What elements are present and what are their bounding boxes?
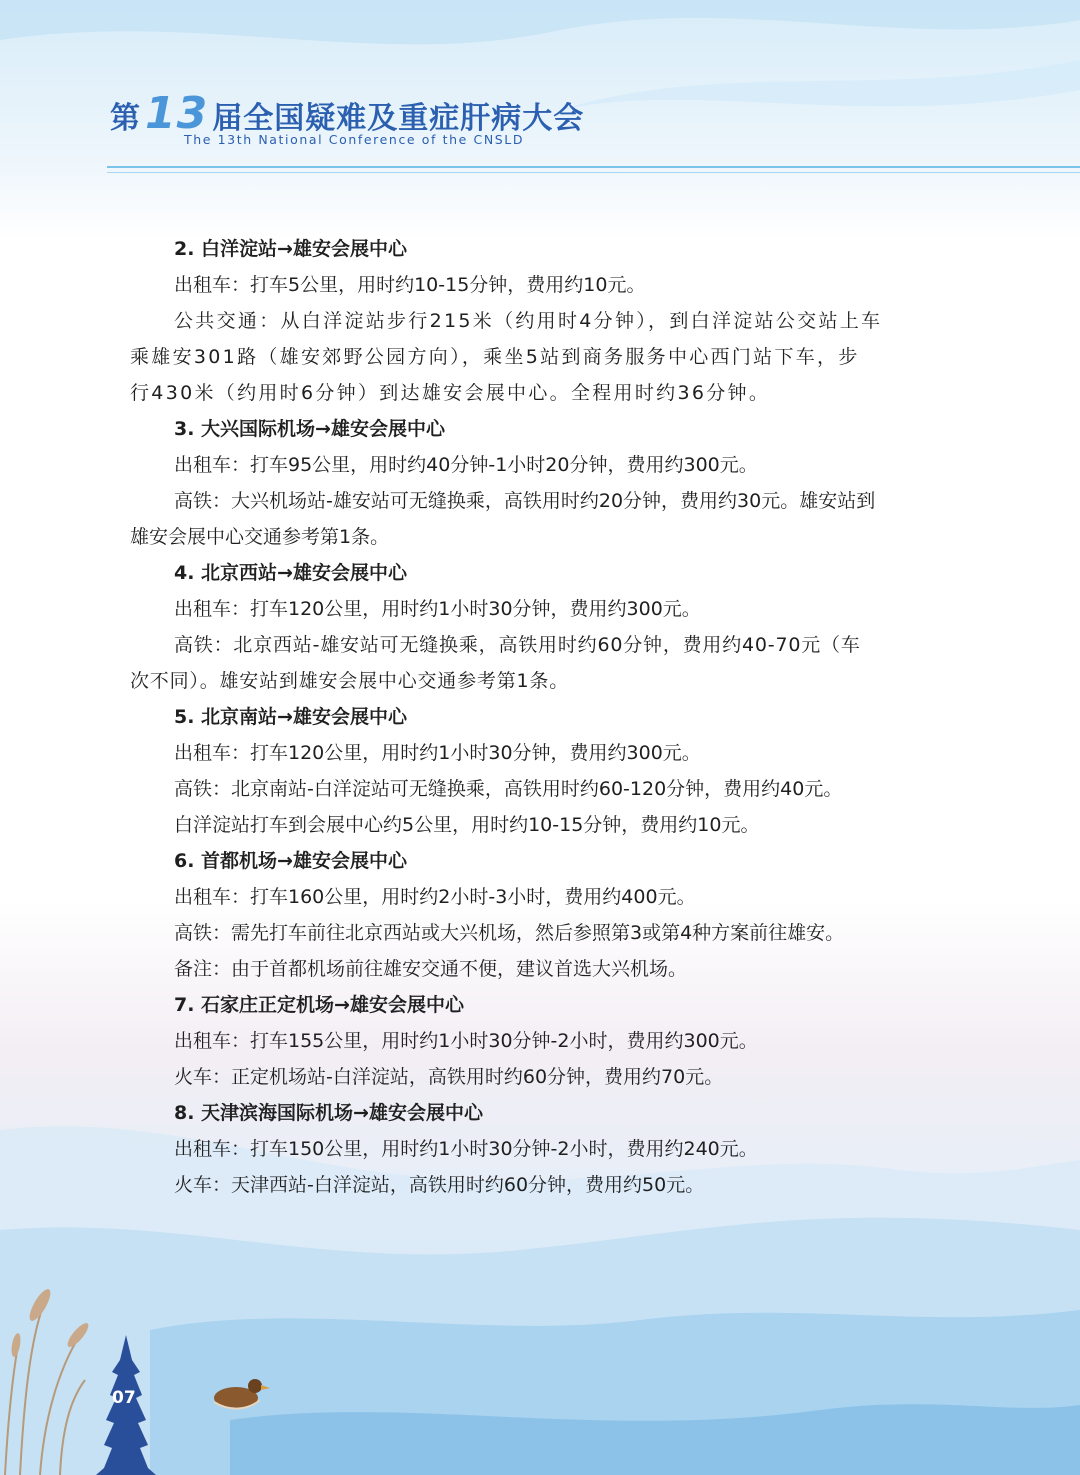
section-heading: 7. 石家庄正定机场→雄安会展中心 — [174, 994, 464, 1016]
info-line: 出租车：打车120公里，用时约1小时30分钟，费用约300元。 — [174, 598, 701, 620]
info-line: 出租车：打车160公里，用时约2小时-3小时，费用约400元。 — [174, 886, 696, 908]
conference-header — [110, 88, 584, 147]
title-prefix: 第 — [110, 101, 141, 136]
section-heading: 6. 首都机场→雄安会展中心 — [174, 850, 407, 872]
top-wave — [0, 0, 1080, 44]
section-heading: 4. 北京西站→雄安会展中心 — [174, 562, 407, 584]
section-heading: 5. 北京南站→雄安会展中心 — [174, 706, 407, 728]
page-number: 07 — [112, 1388, 136, 1408]
info-line: 高铁：北京西站-雄安站可无缝换乘，高铁用时约60分钟，费用约40-70元（车 — [174, 634, 861, 656]
info-line: 公共交通：从白洋淀站步行215米（约用时4分钟），到白洋淀站公交站上车 — [174, 310, 883, 332]
header-divider — [107, 166, 1080, 168]
section-heading: 8. 天津滨海国际机场→雄安会展中心 — [174, 1102, 483, 1124]
info-line: 火车：天津西站-白洋淀站，高铁用时约60分钟，费用约50元。 — [174, 1174, 705, 1196]
info-line: 次不同）。雄安站到雄安会展中心交通参考第1条。 — [130, 670, 569, 692]
info-line: 高铁：需先打车前往北京西站或大兴机场，然后参照第3或第4种方案前往雄安。 — [174, 922, 845, 944]
info-line: 出租车：打车5公里，用时约10-15分钟，费用约10元。 — [174, 274, 646, 296]
info-line: 白洋淀站打车到会展中心约5公里，用时约10-15分钟，费用约10元。 — [174, 814, 760, 836]
info-line: 出租车：打车155公里，用时约1小时30分钟-2小时，费用约300元。 — [174, 1030, 758, 1052]
transport-guide — [130, 231, 952, 1203]
info-line: 出租车：打车95公里，用时约40分钟-1小时20分钟，费用约300元。 — [174, 454, 758, 476]
info-line: 出租车：打车120公里，用时约1小时30分钟，费用约300元。 — [174, 742, 701, 764]
header-divider-thin — [107, 172, 1080, 173]
info-line: 乘雄安301路（雄安郊野公园方向），乘坐5站到商务服务中心西门站下车，步 — [130, 346, 860, 368]
conference-subtitle: The 13th National Conference of the CNSLD — [184, 132, 525, 147]
top-wave-2 — [560, 60, 1080, 110]
info-line: 高铁：北京南站-白洋淀站可无缝换乘，高铁用时约60-120分钟，费用约40元。 — [174, 778, 843, 800]
info-line: 行430米（约用时6分钟）到达雄安会展中心。全程用时约36分钟。 — [130, 382, 771, 404]
info-line: 火车：正定机场站-白洋淀站，高铁用时约60分钟，费用约70元。 — [174, 1066, 724, 1088]
info-line: 雄安会展中心交通参考第1条。 — [130, 526, 390, 548]
title-suffix: 届全国疑难及重症肝病大会 — [212, 101, 585, 136]
info-line: 高铁：大兴机场站-雄安站可无缝换乘，高铁用时约20分钟，费用约30元。雄安站到 — [174, 490, 876, 512]
conference-title — [110, 88, 585, 139]
info-line: 出租车：打车150公里，用时约1小时30分钟-2小时，费用约240元。 — [174, 1138, 758, 1160]
title-number: 13 — [145, 88, 209, 139]
info-line: 备注：由于首都机场前往雄安交通不便，建议首选大兴机场。 — [174, 958, 688, 980]
section-heading: 2. 白洋淀站→雄安会展中心 — [174, 238, 407, 260]
section-heading: 3. 大兴国际机场→雄安会展中心 — [174, 418, 445, 440]
